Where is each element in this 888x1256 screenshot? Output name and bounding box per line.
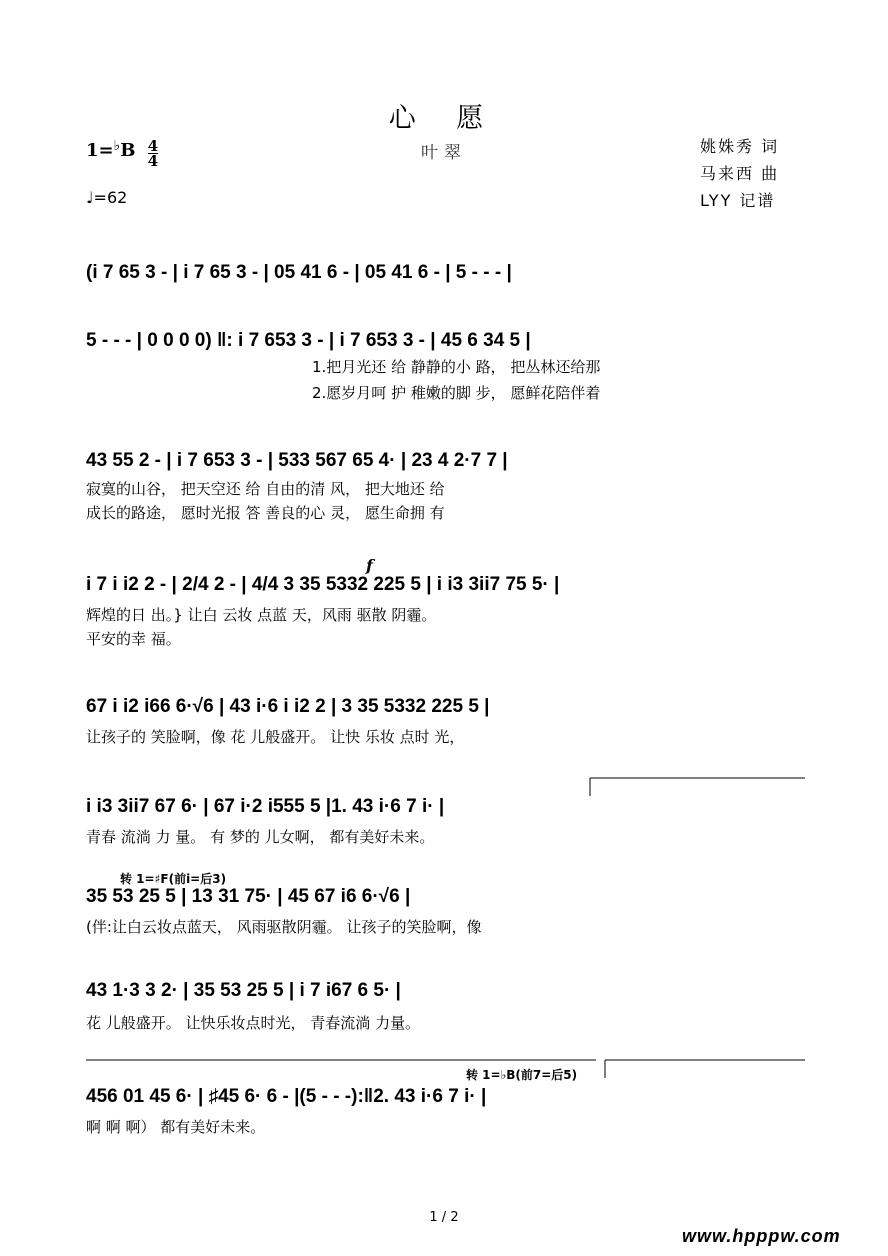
lyric-line-2b: 2.愿岁月呵 护 稚嫩的脚 步， 愿鲜花陪伴着 — [312, 384, 601, 402]
time-top: 4 — [147, 137, 159, 155]
transcriber-credit: LYY 记谱 — [700, 191, 776, 210]
lyric-line-4a: 辉煌的日 出。} 让白 云妆 点蓝 天，风雨 驱散 阴霾。 — [86, 606, 437, 624]
score-line-8: 43 1·3 3 2· | 35 53 25 5 | i 7 i67 6 5· | — [86, 980, 401, 1001]
tempo-value: =62 — [93, 188, 128, 207]
song-title: 心 愿 — [388, 103, 500, 134]
key-note: B — [120, 140, 136, 161]
key-change-1: 转 1=♯F(前i=后3) — [120, 872, 227, 886]
key-signature — [86, 138, 158, 168]
score-line-1: (i 7 65 3 - | i 7 65 3 - | 05 41 6 - | 05 41 6 - | 5 - - - | — [86, 262, 512, 283]
lyric-line-5a: 让孩子的 笑脸啊，像 花 儿般盛开。 让快 乐妆 点时 光， — [86, 728, 465, 746]
time-bottom: 4 — [147, 152, 159, 170]
watermark: www.hpppw.com — [682, 1226, 841, 1246]
lyric-line-3b: 成长的路途， 愿时光报 答 善良的心 灵， 愿生命拥 有 — [86, 504, 445, 522]
lyric-line-8a: 花 儿般盛开。 让快乐妆点时光， 青春流淌 力量。 — [86, 1014, 421, 1032]
dynamic-forte: f — [366, 556, 373, 575]
lyric-line-7a: (伴:让白云妆点蓝天， 风雨驱散阴霾。 让孩子的笑脸啊，像 — [86, 918, 482, 936]
key-prefix: 1= — [86, 140, 114, 161]
lyric-line-6a: 青春 流淌 力 量。 有 梦的 儿女啊， 都有美好未来。 — [86, 828, 435, 846]
tempo-mark — [86, 188, 127, 207]
score-line-4: i 7 i i2 2 - | 2/4 2 - | 4/4 3 35 5332 225 5 | i i3 3ii7 75 5· | — [86, 574, 560, 595]
lyric-line-9a: 啊 啊 啊） 都有美好未来。 — [86, 1118, 266, 1136]
score-line-7: 35 53 25 5 | 13 31 75· | 45 67 i6 6·√6 | — [86, 886, 411, 907]
score-line-5: 67 i i2 i66 6·√6 | 43 i·6 i i2 2 | 3 35 5332 225 5 | — [86, 696, 490, 717]
page-number: 1 / 2 — [429, 1210, 459, 1225]
lyric-line-3a: 寂寞的山谷， 把天空还 给 自由的清 风， 把大地还 给 — [86, 480, 445, 498]
score-line-6: i i3 3ii7 67 6· | 67 i·2 i555 5 |1. 43 i·6 7 i· | — [86, 796, 445, 817]
score-line-2: 5 - - - | 0 0 0 0) ‖: i 7 653 3 - | i 7 653 3 - | 45 6 34 5 | — [86, 330, 531, 351]
score-line-3: 43 55 2 - | i 7 653 3 - | 533 567 65 4· | 23 4 2·7 7 | — [86, 450, 508, 471]
flat-sign: ♭ — [113, 138, 121, 154]
lyric-line-4b: 平安的幸 福。 — [86, 630, 181, 648]
composer-credit: 马来西 曲 — [700, 164, 780, 183]
singer-name: 叶翠 — [421, 143, 467, 163]
key-change-2: 转 1=♭B(前7=后5) — [466, 1068, 578, 1082]
time-signature — [148, 139, 158, 168]
lyricist-credit: 姚姝秀 词 — [700, 137, 780, 156]
lyric-line-2a: 1.把月光还 给 静静的小 路， 把丛林还给那 — [312, 358, 601, 376]
quarter-note-icon: ♩ — [86, 188, 94, 207]
score-line-9: 456 01 45 6· | ♯45 6· 6 - |(5 - - -):‖2. 43 i·6 7 i· | — [86, 1086, 487, 1107]
